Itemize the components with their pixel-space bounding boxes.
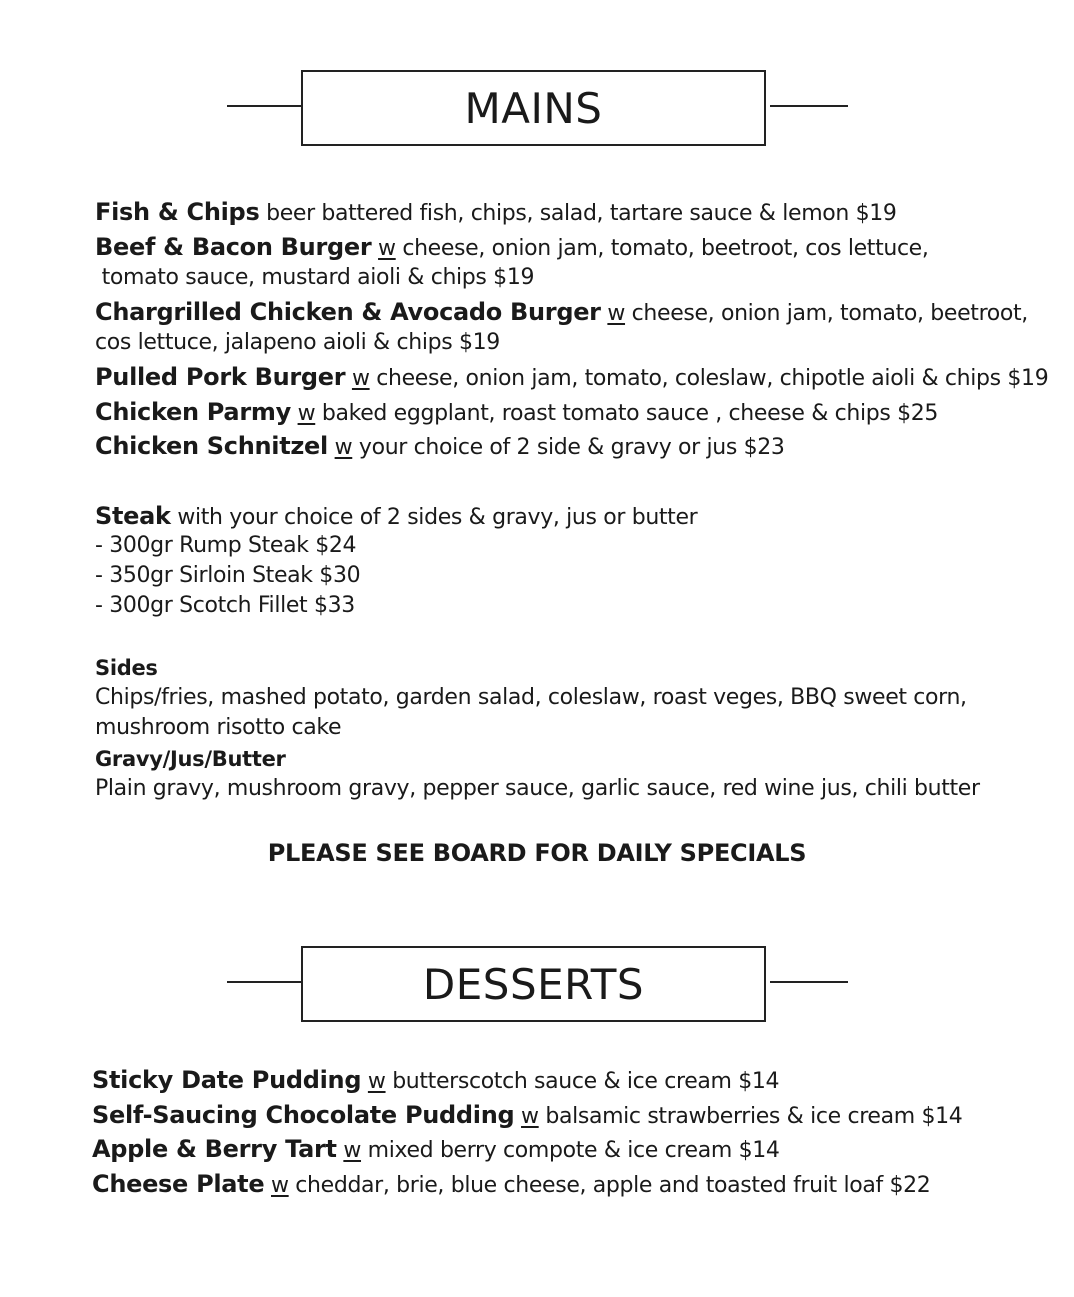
dish-name: Chargrilled Chicken & Avocado Burger <box>95 298 601 326</box>
mains-header <box>0 70 1074 152</box>
dish-desc: baked eggplant, roast tomato sauce , cheese & chips $25 <box>315 401 939 426</box>
menu-item-sticky-date-pudding <box>92 1065 779 1097</box>
dish-desc: your choice of 2 side & gravy or jus $23 <box>352 435 785 460</box>
dish-name: Fish & Chips <box>95 198 260 226</box>
gravy-text: Plain gravy, mushroom gravy, pepper sauce, garlic sauce, red wine jus, chili butter <box>95 776 980 801</box>
sides-heading: Sides <box>95 656 158 680</box>
dish-name: Pulled Pork Burger <box>95 363 346 391</box>
header-rule-right <box>770 105 848 107</box>
dish-name: Chicken Parmy <box>95 398 291 426</box>
dish-name: Self-Saucing Chocolate Pudding <box>92 1101 515 1129</box>
menu-item-steak <box>95 501 697 533</box>
sides-text: Chips/fries, mashed potato, garden salad, coleslaw, roast veges, BBQ sweet corn, <box>95 685 967 710</box>
dish-name: Steak <box>95 502 171 530</box>
with-marker: w <box>607 301 626 326</box>
menu-item-chicken-avocado-burger <box>95 297 1028 329</box>
dish-name: Cheese Plate <box>92 1170 265 1198</box>
header-rule-left <box>227 105 302 107</box>
dish-desc: with your choice of 2 sides & gravy, jus or butter <box>170 505 698 530</box>
menu-item-pulled-pork-burger <box>95 362 1048 394</box>
header-rule-right <box>770 981 848 983</box>
with-marker: w <box>378 236 396 261</box>
dish-name: Beef & Bacon Burger <box>95 233 372 261</box>
steak-option: - 350gr Sirloin Steak $30 <box>95 563 361 588</box>
dish-desc: balsamic strawberries & ice cream $14 <box>538 1104 963 1129</box>
dish-desc: cheese, onion jam, tomato, beetroot, cos lettuce, <box>395 236 929 261</box>
with-marker: w <box>367 1069 386 1094</box>
gravy-heading: Gravy/Jus/Butter <box>95 747 286 771</box>
dish-name: Chicken Schnitzel <box>95 432 328 460</box>
dish-desc: beer battered fish, chips, salad, tartare sauce & lemon $19 <box>259 201 897 226</box>
menu-item-chicken-schnitzel <box>95 431 785 463</box>
steak-option: - 300gr Rump Steak $24 <box>95 533 357 558</box>
dish-desc: butterscotch sauce & ice cream $14 <box>385 1069 780 1094</box>
dish-desc: cheddar, brie, blue cheese, apple and toasted fruit loaf $22 <box>288 1173 931 1198</box>
dish-name: Sticky Date Pudding <box>92 1066 362 1094</box>
dish-desc-continued: tomato sauce, mustard aioli & chips $19 <box>95 265 535 290</box>
dish-name: Apple & Berry Tart <box>92 1135 337 1163</box>
desserts-header <box>0 946 1074 1028</box>
menu-item-beef-bacon-burger <box>95 232 929 264</box>
with-marker: w <box>343 1138 362 1163</box>
header-rule-left <box>227 981 302 983</box>
dish-desc-continued: cos lettuce, jalapeno aioli & chips $19 <box>95 330 500 355</box>
steak-option: - 300gr Scotch Fillet $33 <box>95 593 355 618</box>
with-marker: w <box>297 401 316 426</box>
dish-desc: cheese, onion jam, tomato, coleslaw, chipotle aioli & chips $19 <box>369 366 1049 391</box>
menu-item-chicken-parmy <box>95 397 938 429</box>
with-marker: w <box>334 435 353 460</box>
mains-title: MAINS <box>301 70 766 146</box>
with-marker: w <box>521 1104 539 1129</box>
with-marker: w <box>271 1173 289 1198</box>
dish-desc: cheese, onion jam, tomato, beetroot, <box>625 301 1028 326</box>
with-marker: w <box>351 366 370 391</box>
menu-item-chocolate-pudding <box>92 1100 962 1132</box>
menu-item-fish-chips <box>95 197 897 229</box>
dish-desc: mixed berry compote & ice cream $14 <box>361 1138 780 1163</box>
sides-text-continued: mushroom risotto cake <box>95 715 342 740</box>
daily-specials-note: PLEASE SEE BOARD FOR DAILY SPECIALS <box>267 839 807 867</box>
menu-item-cheese-plate <box>92 1169 930 1201</box>
menu-item-apple-berry-tart <box>92 1134 780 1166</box>
desserts-title: DESSERTS <box>301 946 766 1022</box>
